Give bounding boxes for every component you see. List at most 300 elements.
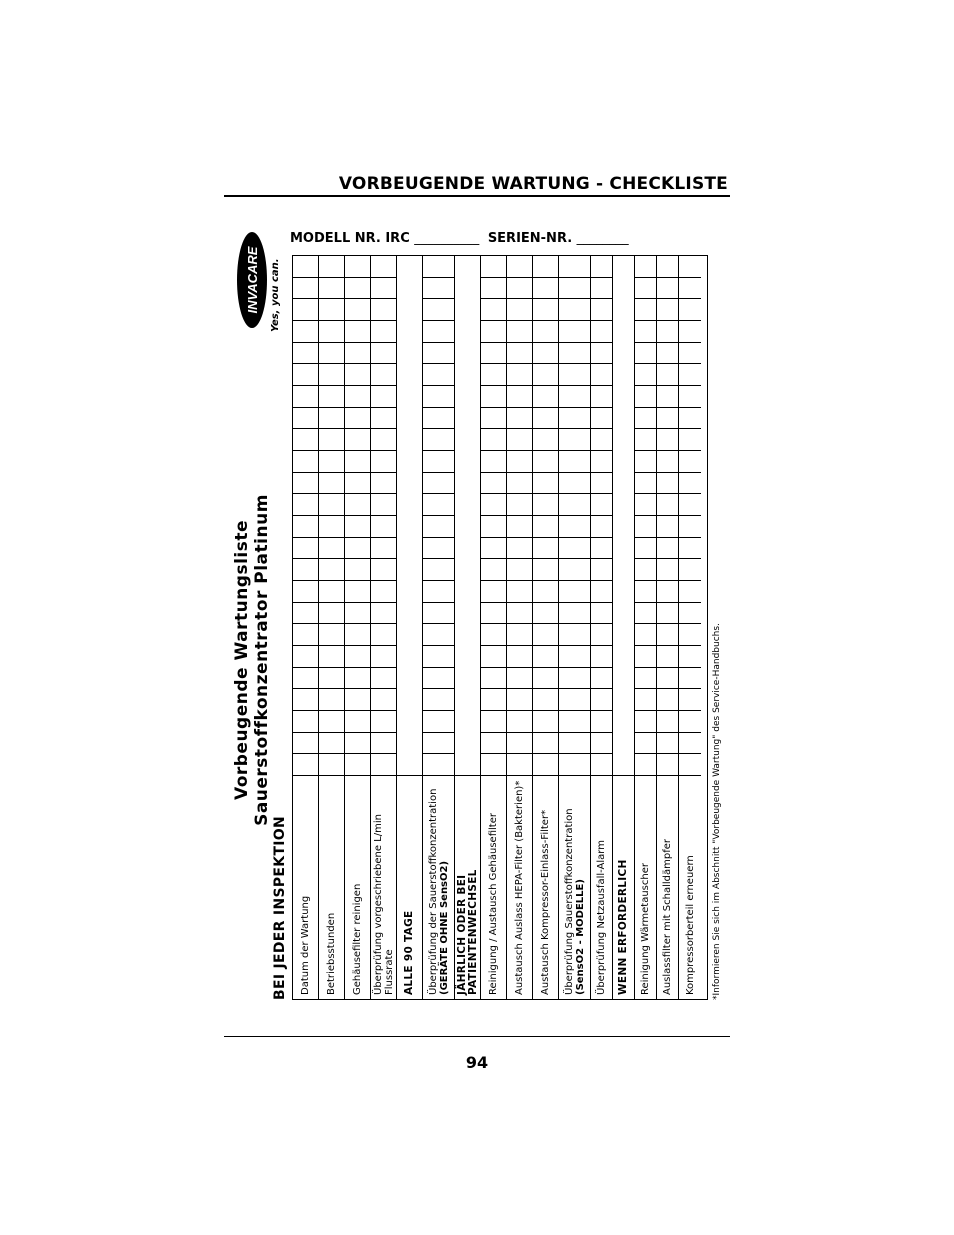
- check-cell[interactable]: [319, 363, 344, 385]
- check-cell[interactable]: [679, 732, 701, 754]
- check-cell[interactable]: [591, 580, 612, 602]
- check-cell[interactable]: [507, 602, 532, 624]
- check-cell[interactable]: [293, 645, 318, 667]
- check-cell[interactable]: [293, 363, 318, 385]
- check-cell[interactable]: [293, 342, 318, 364]
- check-cell[interactable]: [423, 256, 454, 277]
- check-cell[interactable]: [657, 342, 678, 364]
- check-cell[interactable]: [533, 407, 558, 429]
- check-cell[interactable]: [345, 688, 370, 710]
- check-cell[interactable]: [319, 688, 344, 710]
- check-cell[interactable]: [591, 602, 612, 624]
- check-cell[interactable]: [319, 407, 344, 429]
- check-cell[interactable]: [679, 363, 701, 385]
- check-cell[interactable]: [679, 753, 701, 775]
- check-cell[interactable]: [679, 277, 701, 299]
- check-cell[interactable]: [319, 667, 344, 689]
- check-cell[interactable]: [559, 580, 590, 602]
- check-cell[interactable]: [635, 342, 656, 364]
- check-cell[interactable]: [423, 667, 454, 689]
- check-cell[interactable]: [591, 298, 612, 320]
- check-cell[interactable]: [423, 732, 454, 754]
- check-cell[interactable]: [293, 667, 318, 689]
- check-cell[interactable]: [507, 623, 532, 645]
- check-cell[interactable]: [533, 537, 558, 559]
- check-cell[interactable]: [319, 256, 344, 277]
- check-cell[interactable]: [533, 298, 558, 320]
- check-cell[interactable]: [533, 342, 558, 364]
- check-cell[interactable]: [635, 515, 656, 537]
- check-cell[interactable]: [679, 256, 701, 277]
- check-cell[interactable]: [657, 623, 678, 645]
- check-cell[interactable]: [657, 493, 678, 515]
- check-cell[interactable]: [423, 515, 454, 537]
- check-cell[interactable]: [635, 645, 656, 667]
- check-cell[interactable]: [345, 493, 370, 515]
- check-cell[interactable]: [507, 732, 532, 754]
- check-cell[interactable]: [371, 623, 396, 645]
- check-cell[interactable]: [559, 493, 590, 515]
- check-cell[interactable]: [591, 753, 612, 775]
- check-cell[interactable]: [533, 472, 558, 494]
- check-cell[interactable]: [657, 558, 678, 580]
- check-cell[interactable]: [319, 558, 344, 580]
- check-cell[interactable]: [591, 363, 612, 385]
- check-cell[interactable]: [559, 688, 590, 710]
- check-cell[interactable]: [635, 407, 656, 429]
- check-cell[interactable]: [293, 428, 318, 450]
- check-cell[interactable]: [679, 623, 701, 645]
- check-cell[interactable]: [657, 667, 678, 689]
- check-cell[interactable]: [591, 515, 612, 537]
- check-cell[interactable]: [657, 363, 678, 385]
- check-cell[interactable]: [481, 277, 506, 299]
- check-cell[interactable]: [345, 537, 370, 559]
- check-cell[interactable]: [371, 732, 396, 754]
- model-field[interactable]: __________: [414, 231, 480, 246]
- check-cell[interactable]: [319, 732, 344, 754]
- check-cell[interactable]: [481, 688, 506, 710]
- check-cell[interactable]: [345, 558, 370, 580]
- check-cell[interactable]: [507, 342, 532, 364]
- check-cell[interactable]: [319, 493, 344, 515]
- check-cell[interactable]: [679, 602, 701, 624]
- check-cell[interactable]: [559, 558, 590, 580]
- check-cell[interactable]: [559, 277, 590, 299]
- check-cell[interactable]: [423, 493, 454, 515]
- check-cell[interactable]: [591, 688, 612, 710]
- check-cell[interactable]: [371, 428, 396, 450]
- check-cell[interactable]: [371, 667, 396, 689]
- check-cell[interactable]: [293, 580, 318, 602]
- check-cell[interactable]: [423, 688, 454, 710]
- check-cell[interactable]: [371, 537, 396, 559]
- check-cell[interactable]: [481, 623, 506, 645]
- check-cell[interactable]: [319, 342, 344, 364]
- check-cell[interactable]: [345, 645, 370, 667]
- check-cell[interactable]: [423, 472, 454, 494]
- check-cell[interactable]: [293, 732, 318, 754]
- check-cell[interactable]: [679, 493, 701, 515]
- check-cell[interactable]: [293, 407, 318, 429]
- check-cell[interactable]: [293, 450, 318, 472]
- check-cell[interactable]: [591, 277, 612, 299]
- check-cell[interactable]: [657, 602, 678, 624]
- check-cell[interactable]: [423, 753, 454, 775]
- check-cell[interactable]: [481, 645, 506, 667]
- check-cell[interactable]: [507, 580, 532, 602]
- check-cell[interactable]: [507, 667, 532, 689]
- check-cell[interactable]: [679, 342, 701, 364]
- check-cell[interactable]: [293, 277, 318, 299]
- check-cell[interactable]: [371, 277, 396, 299]
- check-cell[interactable]: [423, 342, 454, 364]
- check-cell[interactable]: [507, 558, 532, 580]
- check-cell[interactable]: [591, 450, 612, 472]
- check-cell[interactable]: [481, 558, 506, 580]
- check-cell[interactable]: [635, 732, 656, 754]
- check-cell[interactable]: [423, 710, 454, 732]
- check-cell[interactable]: [559, 732, 590, 754]
- check-cell[interactable]: [345, 256, 370, 277]
- check-cell[interactable]: [423, 645, 454, 667]
- check-cell[interactable]: [319, 710, 344, 732]
- check-cell[interactable]: [481, 450, 506, 472]
- check-cell[interactable]: [319, 515, 344, 537]
- check-cell[interactable]: [657, 320, 678, 342]
- check-cell[interactable]: [507, 753, 532, 775]
- check-cell[interactable]: [481, 493, 506, 515]
- check-cell[interactable]: [319, 602, 344, 624]
- check-cell[interactable]: [657, 753, 678, 775]
- check-cell[interactable]: [423, 580, 454, 602]
- check-cell[interactable]: [423, 450, 454, 472]
- check-cell[interactable]: [481, 472, 506, 494]
- check-cell[interactable]: [423, 320, 454, 342]
- check-cell[interactable]: [371, 515, 396, 537]
- check-cell[interactable]: [679, 667, 701, 689]
- check-cell[interactable]: [371, 298, 396, 320]
- check-cell[interactable]: [293, 623, 318, 645]
- check-cell[interactable]: [481, 363, 506, 385]
- check-cell[interactable]: [635, 753, 656, 775]
- check-cell[interactable]: [591, 472, 612, 494]
- check-cell[interactable]: [559, 645, 590, 667]
- check-cell[interactable]: [507, 320, 532, 342]
- check-cell[interactable]: [679, 320, 701, 342]
- check-cell[interactable]: [345, 580, 370, 602]
- check-cell[interactable]: [371, 256, 396, 277]
- check-cell[interactable]: [345, 667, 370, 689]
- check-cell[interactable]: [345, 298, 370, 320]
- check-cell[interactable]: [319, 320, 344, 342]
- check-cell[interactable]: [533, 558, 558, 580]
- check-cell[interactable]: [657, 472, 678, 494]
- check-cell[interactable]: [481, 342, 506, 364]
- check-cell[interactable]: [559, 602, 590, 624]
- check-cell[interactable]: [559, 385, 590, 407]
- check-cell[interactable]: [371, 602, 396, 624]
- check-cell[interactable]: [533, 667, 558, 689]
- check-cell[interactable]: [507, 537, 532, 559]
- check-cell[interactable]: [507, 710, 532, 732]
- check-cell[interactable]: [507, 298, 532, 320]
- check-cell[interactable]: [591, 256, 612, 277]
- check-cell[interactable]: [371, 493, 396, 515]
- check-cell[interactable]: [679, 515, 701, 537]
- check-cell[interactable]: [533, 602, 558, 624]
- check-cell[interactable]: [319, 450, 344, 472]
- check-cell[interactable]: [679, 450, 701, 472]
- check-cell[interactable]: [507, 385, 532, 407]
- check-cell[interactable]: [559, 753, 590, 775]
- check-cell[interactable]: [345, 472, 370, 494]
- check-cell[interactable]: [423, 537, 454, 559]
- check-cell[interactable]: [635, 537, 656, 559]
- check-cell[interactable]: [559, 407, 590, 429]
- check-cell[interactable]: [591, 623, 612, 645]
- check-cell[interactable]: [533, 580, 558, 602]
- check-cell[interactable]: [293, 298, 318, 320]
- check-cell[interactable]: [371, 407, 396, 429]
- check-cell[interactable]: [423, 407, 454, 429]
- check-cell[interactable]: [319, 385, 344, 407]
- check-cell[interactable]: [319, 537, 344, 559]
- check-cell[interactable]: [679, 580, 701, 602]
- check-cell[interactable]: [635, 493, 656, 515]
- check-cell[interactable]: [635, 710, 656, 732]
- check-cell[interactable]: [533, 732, 558, 754]
- check-cell[interactable]: [293, 602, 318, 624]
- check-cell[interactable]: [533, 515, 558, 537]
- check-cell[interactable]: [345, 342, 370, 364]
- check-cell[interactable]: [293, 515, 318, 537]
- check-cell[interactable]: [635, 298, 656, 320]
- check-cell[interactable]: [635, 558, 656, 580]
- check-cell[interactable]: [481, 732, 506, 754]
- check-cell[interactable]: [533, 493, 558, 515]
- check-cell[interactable]: [371, 645, 396, 667]
- check-cell[interactable]: [635, 363, 656, 385]
- check-cell[interactable]: [679, 688, 701, 710]
- check-cell[interactable]: [533, 450, 558, 472]
- check-cell[interactable]: [507, 472, 532, 494]
- check-cell[interactable]: [319, 428, 344, 450]
- check-cell[interactable]: [591, 537, 612, 559]
- check-cell[interactable]: [657, 710, 678, 732]
- check-cell[interactable]: [481, 580, 506, 602]
- check-cell[interactable]: [591, 342, 612, 364]
- check-cell[interactable]: [507, 645, 532, 667]
- check-cell[interactable]: [345, 363, 370, 385]
- check-cell[interactable]: [481, 602, 506, 624]
- check-cell[interactable]: [319, 472, 344, 494]
- check-cell[interactable]: [345, 753, 370, 775]
- check-cell[interactable]: [635, 256, 656, 277]
- check-cell[interactable]: [635, 428, 656, 450]
- check-cell[interactable]: [657, 645, 678, 667]
- check-cell[interactable]: [635, 385, 656, 407]
- check-cell[interactable]: [635, 472, 656, 494]
- check-cell[interactable]: [319, 277, 344, 299]
- check-cell[interactable]: [423, 558, 454, 580]
- check-cell[interactable]: [319, 753, 344, 775]
- check-cell[interactable]: [591, 732, 612, 754]
- check-cell[interactable]: [635, 667, 656, 689]
- check-cell[interactable]: [507, 515, 532, 537]
- check-cell[interactable]: [371, 320, 396, 342]
- check-cell[interactable]: [559, 667, 590, 689]
- check-cell[interactable]: [423, 363, 454, 385]
- check-cell[interactable]: [507, 428, 532, 450]
- check-cell[interactable]: [591, 320, 612, 342]
- check-cell[interactable]: [679, 472, 701, 494]
- check-cell[interactable]: [533, 363, 558, 385]
- check-cell[interactable]: [679, 537, 701, 559]
- check-cell[interactable]: [371, 558, 396, 580]
- check-cell[interactable]: [533, 256, 558, 277]
- check-cell[interactable]: [481, 256, 506, 277]
- check-cell[interactable]: [679, 428, 701, 450]
- check-cell[interactable]: [591, 645, 612, 667]
- check-cell[interactable]: [319, 623, 344, 645]
- check-cell[interactable]: [533, 277, 558, 299]
- check-cell[interactable]: [559, 320, 590, 342]
- check-cell[interactable]: [679, 645, 701, 667]
- check-cell[interactable]: [559, 363, 590, 385]
- check-cell[interactable]: [507, 450, 532, 472]
- check-cell[interactable]: [559, 623, 590, 645]
- check-cell[interactable]: [507, 277, 532, 299]
- check-cell[interactable]: [423, 298, 454, 320]
- check-cell[interactable]: [559, 342, 590, 364]
- check-cell[interactable]: [293, 558, 318, 580]
- check-cell[interactable]: [635, 580, 656, 602]
- check-cell[interactable]: [481, 753, 506, 775]
- check-cell[interactable]: [657, 298, 678, 320]
- check-cell[interactable]: [481, 515, 506, 537]
- check-cell[interactable]: [371, 472, 396, 494]
- check-cell[interactable]: [679, 407, 701, 429]
- check-cell[interactable]: [635, 623, 656, 645]
- check-cell[interactable]: [635, 320, 656, 342]
- check-cell[interactable]: [591, 667, 612, 689]
- check-cell[interactable]: [679, 298, 701, 320]
- check-cell[interactable]: [481, 320, 506, 342]
- check-cell[interactable]: [559, 298, 590, 320]
- check-cell[interactable]: [481, 710, 506, 732]
- check-cell[interactable]: [591, 710, 612, 732]
- check-cell[interactable]: [371, 710, 396, 732]
- check-cell[interactable]: [591, 558, 612, 580]
- check-cell[interactable]: [657, 277, 678, 299]
- check-cell[interactable]: [371, 450, 396, 472]
- check-cell[interactable]: [657, 688, 678, 710]
- check-cell[interactable]: [293, 472, 318, 494]
- check-cell[interactable]: [533, 710, 558, 732]
- check-cell[interactable]: [481, 428, 506, 450]
- check-cell[interactable]: [345, 385, 370, 407]
- check-cell[interactable]: [657, 515, 678, 537]
- check-cell[interactable]: [657, 537, 678, 559]
- check-cell[interactable]: [533, 428, 558, 450]
- check-cell[interactable]: [559, 710, 590, 732]
- check-cell[interactable]: [533, 688, 558, 710]
- check-cell[interactable]: [559, 515, 590, 537]
- check-cell[interactable]: [591, 428, 612, 450]
- check-cell[interactable]: [679, 558, 701, 580]
- check-cell[interactable]: [293, 256, 318, 277]
- check-cell[interactable]: [371, 753, 396, 775]
- check-cell[interactable]: [591, 385, 612, 407]
- check-cell[interactable]: [591, 407, 612, 429]
- check-cell[interactable]: [345, 732, 370, 754]
- check-cell[interactable]: [635, 277, 656, 299]
- check-cell[interactable]: [559, 450, 590, 472]
- check-cell[interactable]: [559, 472, 590, 494]
- check-cell[interactable]: [507, 688, 532, 710]
- check-cell[interactable]: [319, 298, 344, 320]
- check-cell[interactable]: [679, 710, 701, 732]
- check-cell[interactable]: [657, 256, 678, 277]
- check-cell[interactable]: [345, 623, 370, 645]
- check-cell[interactable]: [293, 537, 318, 559]
- check-cell[interactable]: [635, 602, 656, 624]
- serial-field[interactable]: ________: [576, 231, 629, 246]
- check-cell[interactable]: [533, 385, 558, 407]
- check-cell[interactable]: [319, 645, 344, 667]
- check-cell[interactable]: [507, 363, 532, 385]
- check-cell[interactable]: [657, 732, 678, 754]
- check-cell[interactable]: [533, 753, 558, 775]
- check-cell[interactable]: [371, 385, 396, 407]
- check-cell[interactable]: [591, 493, 612, 515]
- check-cell[interactable]: [293, 710, 318, 732]
- check-cell[interactable]: [371, 580, 396, 602]
- check-cell[interactable]: [635, 688, 656, 710]
- check-cell[interactable]: [293, 688, 318, 710]
- check-cell[interactable]: [559, 537, 590, 559]
- check-cell[interactable]: [423, 602, 454, 624]
- check-cell[interactable]: [657, 385, 678, 407]
- check-cell[interactable]: [345, 407, 370, 429]
- check-cell[interactable]: [635, 450, 656, 472]
- check-cell[interactable]: [657, 407, 678, 429]
- check-cell[interactable]: [293, 493, 318, 515]
- check-cell[interactable]: [293, 385, 318, 407]
- check-cell[interactable]: [293, 753, 318, 775]
- check-cell[interactable]: [657, 428, 678, 450]
- check-cell[interactable]: [345, 277, 370, 299]
- check-cell[interactable]: [345, 515, 370, 537]
- check-cell[interactable]: [507, 407, 532, 429]
- check-cell[interactable]: [423, 277, 454, 299]
- check-cell[interactable]: [657, 580, 678, 602]
- check-cell[interactable]: [345, 602, 370, 624]
- check-cell[interactable]: [481, 537, 506, 559]
- check-cell[interactable]: [423, 385, 454, 407]
- check-cell[interactable]: [423, 623, 454, 645]
- check-cell[interactable]: [371, 363, 396, 385]
- check-cell[interactable]: [559, 256, 590, 277]
- check-cell[interactable]: [293, 320, 318, 342]
- check-cell[interactable]: [371, 688, 396, 710]
- check-cell[interactable]: [345, 450, 370, 472]
- check-cell[interactable]: [481, 298, 506, 320]
- check-cell[interactable]: [533, 623, 558, 645]
- check-cell[interactable]: [507, 493, 532, 515]
- check-cell[interactable]: [559, 428, 590, 450]
